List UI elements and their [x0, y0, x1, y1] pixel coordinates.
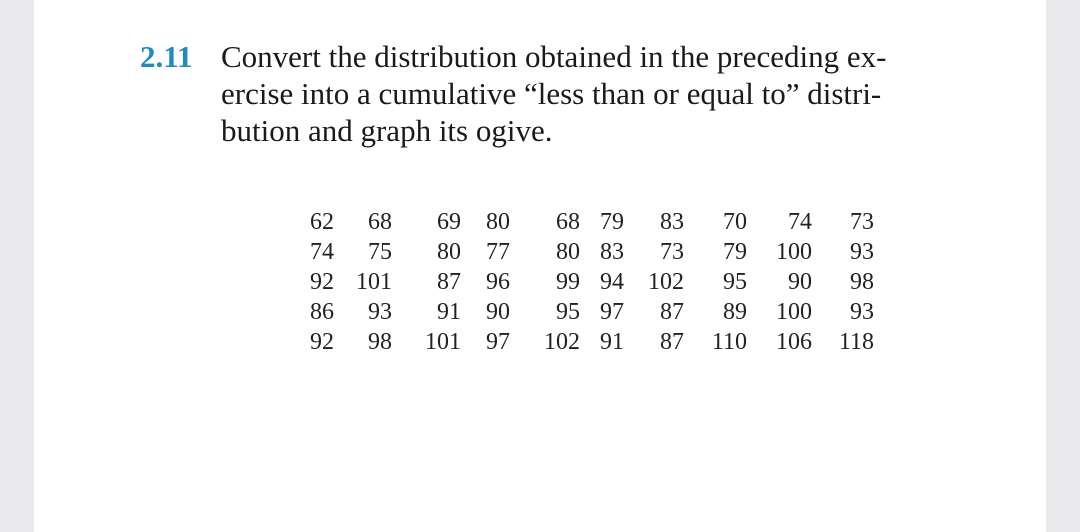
data-cell: 73: [850, 209, 874, 235]
data-cell: 91: [437, 299, 461, 325]
data-cell: 87: [437, 269, 461, 295]
data-cell: 95: [556, 299, 580, 325]
data-cell: 80: [437, 239, 461, 265]
exercise-prompt-line: Convert the distribution obtained in the preceding ex-: [221, 39, 887, 74]
data-cell: 96: [486, 269, 510, 295]
exercise-number: 2.11: [140, 39, 193, 74]
data-cell: 68: [368, 209, 392, 235]
data-cell: 93: [850, 299, 874, 325]
data-cell: 75: [368, 239, 392, 265]
data-cell: 73: [660, 239, 684, 265]
exercise-prompt-line: ercise into a cumulative “less than or equal to” distri-: [221, 76, 882, 111]
data-cell: 74: [788, 209, 812, 235]
data-cell: 106: [776, 329, 812, 355]
data-cell: 74: [310, 239, 334, 265]
data-cell: 94: [600, 269, 624, 295]
data-cell: 97: [600, 299, 624, 325]
data-cell: 92: [310, 329, 334, 355]
data-cell: 101: [356, 269, 392, 295]
data-cell: 79: [600, 209, 624, 235]
data-cell: 69: [437, 209, 461, 235]
data-cell: 102: [544, 329, 580, 355]
data-cell: 68: [556, 209, 580, 235]
data-cell: 98: [850, 269, 874, 295]
data-cell: 99: [556, 269, 580, 295]
data-cell: 91: [600, 329, 624, 355]
data-cell: 90: [486, 299, 510, 325]
data-cell: 101: [425, 329, 461, 355]
data-cell: 98: [368, 329, 392, 355]
data-cell: 89: [723, 299, 747, 325]
data-cell: 87: [660, 329, 684, 355]
data-cell: 80: [556, 239, 580, 265]
exercise-prompt-line: bution and graph its ogive.: [221, 113, 553, 148]
data-cell: 87: [660, 299, 684, 325]
data-cell: 80: [486, 209, 510, 235]
data-cell: 83: [660, 209, 684, 235]
data-cell: 90: [788, 269, 812, 295]
data-cell: 100: [776, 239, 812, 265]
data-cell: 70: [723, 209, 747, 235]
data-cell: 92: [310, 269, 334, 295]
data-cell: 118: [838, 329, 874, 355]
data-cell: 79: [723, 239, 747, 265]
data-cell: 95: [723, 269, 747, 295]
data-cell: 102: [648, 269, 684, 295]
exercise-prompt: [221, 38, 981, 149]
data-cell: 93: [850, 239, 874, 265]
data-cell: 97: [486, 329, 510, 355]
data-cell: 77: [486, 239, 510, 265]
data-cell: 93: [368, 299, 392, 325]
data-cell: 62: [310, 209, 334, 235]
data-cell: 100: [776, 299, 812, 325]
data-cell: 110: [711, 329, 747, 355]
data-cell: 86: [310, 299, 334, 325]
data-cell: 83: [600, 239, 624, 265]
